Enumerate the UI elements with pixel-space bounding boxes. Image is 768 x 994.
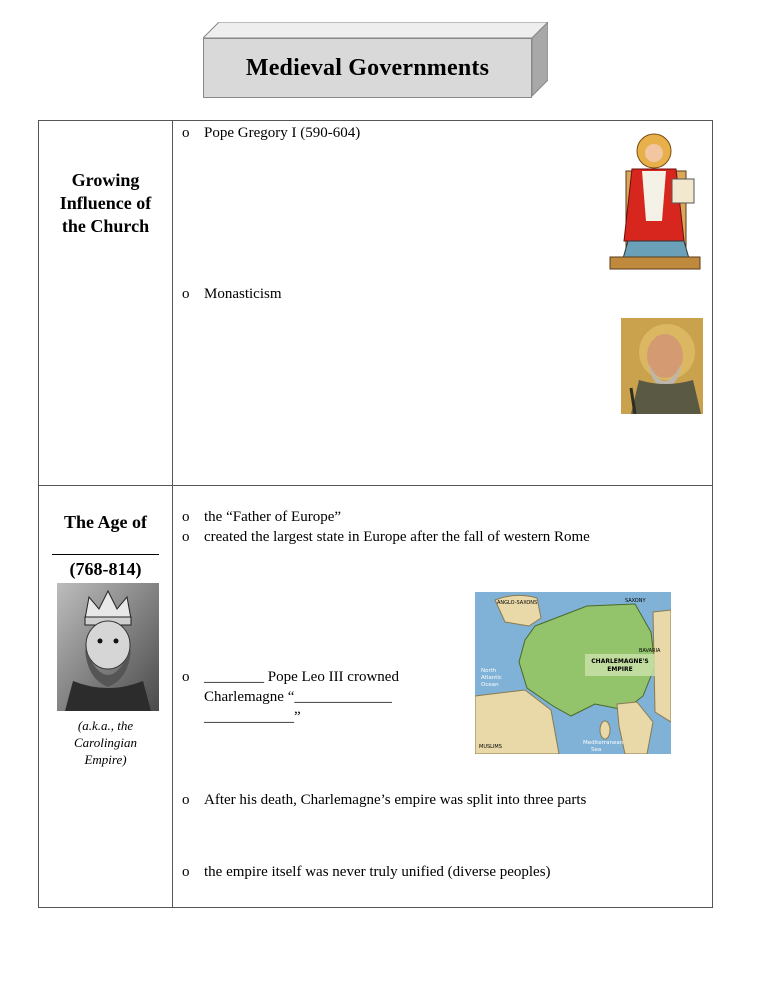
map-title: EMPIRE [607,666,633,673]
section2-years: (768-814) [69,559,142,579]
title-face [203,38,532,98]
bullet-continuation [204,687,392,707]
bullet-text: the empire itself was never truly unified (diverse peoples) [204,864,551,880]
page-title: Medieval Governments [245,54,490,81]
title-box [203,22,548,98]
map-label: BAVARIA [639,648,661,654]
bullet-text: created the largest state in Europe after the fall of western Rome [204,529,590,545]
bullet-text: Monasticism [204,286,282,302]
bullet-marker: o [182,669,190,685]
charlemagne-portrait [57,583,159,711]
section1-heading-line: Growing [71,170,140,190]
fill-in-blank [52,554,159,555]
bullet-item [182,667,399,687]
section1-heading-line: the Church [61,216,150,236]
map-label: MUSLIMS [479,744,502,750]
empire-caption [39,717,172,768]
pope-gregory-portrait [602,131,704,279]
map-label: ANGLO-SAXONS [497,600,538,606]
bullet-continuation [204,707,301,727]
caption-line: (a.k.a., the [77,718,134,733]
bullet-item [182,527,590,547]
bullet-text: After his death, Charlemagne’s empire was split into three parts [204,792,587,808]
bullet-text: ____________” [204,709,301,725]
bullet-marker: o [182,125,190,141]
charlemagne-empire-map [475,592,671,754]
bullet-marker: o [182,864,190,880]
map-title: CHARLEMAGNE'S [591,658,649,665]
bullet-text: ________ Pope Leo III crowned [204,669,399,685]
map-label: Sea [591,747,602,753]
bullet-item [182,790,586,810]
bullet-text: Charlemagne “_____________ [204,689,392,705]
bullet-text: Pope Gregory I (590-604) [204,125,361,141]
map-label: SAXONY [625,598,646,604]
map-label: Ocean [481,682,499,688]
monk-portrait [621,318,703,414]
section1-heading [39,169,172,238]
section2-heading: The Age of [64,512,147,532]
bullet-marker: o [182,792,190,808]
bullet-marker: o [182,529,190,545]
map-label: Atlantic [481,675,502,681]
bullet-item [182,507,341,527]
bullet-text: the “Father of Europe” [204,509,342,525]
bullet-marker: o [182,509,190,525]
bullet-item [182,123,360,143]
caption-line: Empire) [84,752,127,767]
column-divider [172,121,173,907]
map-label: Mediterranean [583,740,624,746]
caption-line: Carolingian [73,735,138,750]
bullet-marker: o [182,286,190,302]
notes-table [38,120,713,908]
map-label: North [481,668,497,674]
bullet-item [182,284,282,304]
row-divider [39,485,712,486]
section1-heading-line: Influence of [59,193,152,213]
bullet-item [182,862,551,882]
